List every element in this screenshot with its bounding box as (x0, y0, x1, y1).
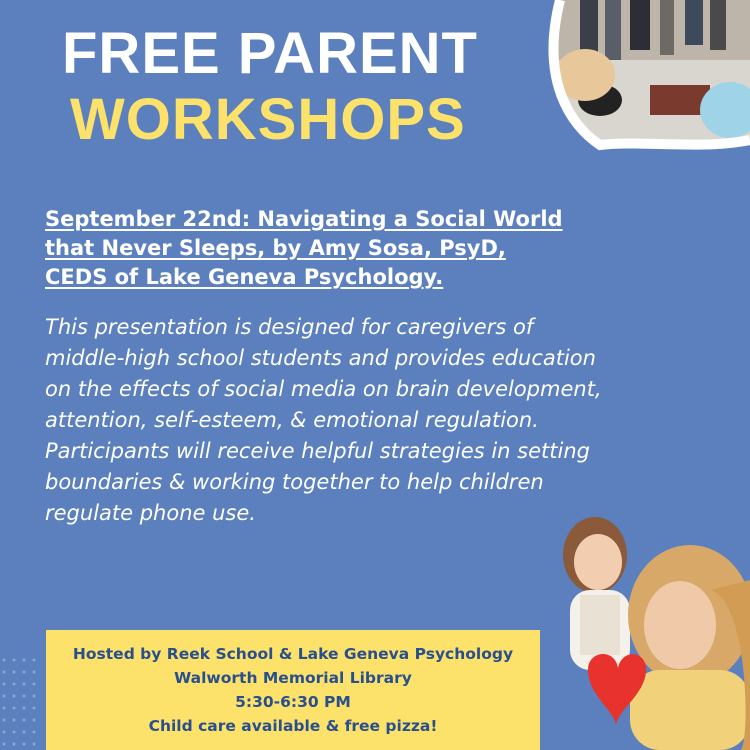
time-line: 5:30-6:30 PM (235, 693, 351, 711)
event-description: This presentation is designed for caregivers of middle-high school students and provides education on the effects of social media on brain development, attention, self-esteem, & emotional regulation. Participants will receive helpful strategies in setting boundaries & working together to help children regulate phone use. (45, 315, 602, 525)
title-line-workshops: WORKSHOPS (70, 87, 466, 152)
group-meeting-photo (500, 0, 750, 170)
title-line-free-parent: FREE PARENT (62, 21, 478, 86)
info-box (46, 630, 540, 750)
host-line: Hosted by Reek School & Lake Geneva Psychology (72, 645, 514, 663)
event-heading: September 22nd: Navigating a Social World that Never Sleeps, by Amy Sosa, PsyD, CEDS of Lake Geneva Psychology. (45, 207, 563, 289)
dot-pattern (0, 650, 48, 750)
location-line: Walworth Memorial Library (174, 669, 412, 687)
extras-line: Child care available & free pizza! (148, 717, 438, 735)
mother-and-child-photo (530, 500, 750, 750)
